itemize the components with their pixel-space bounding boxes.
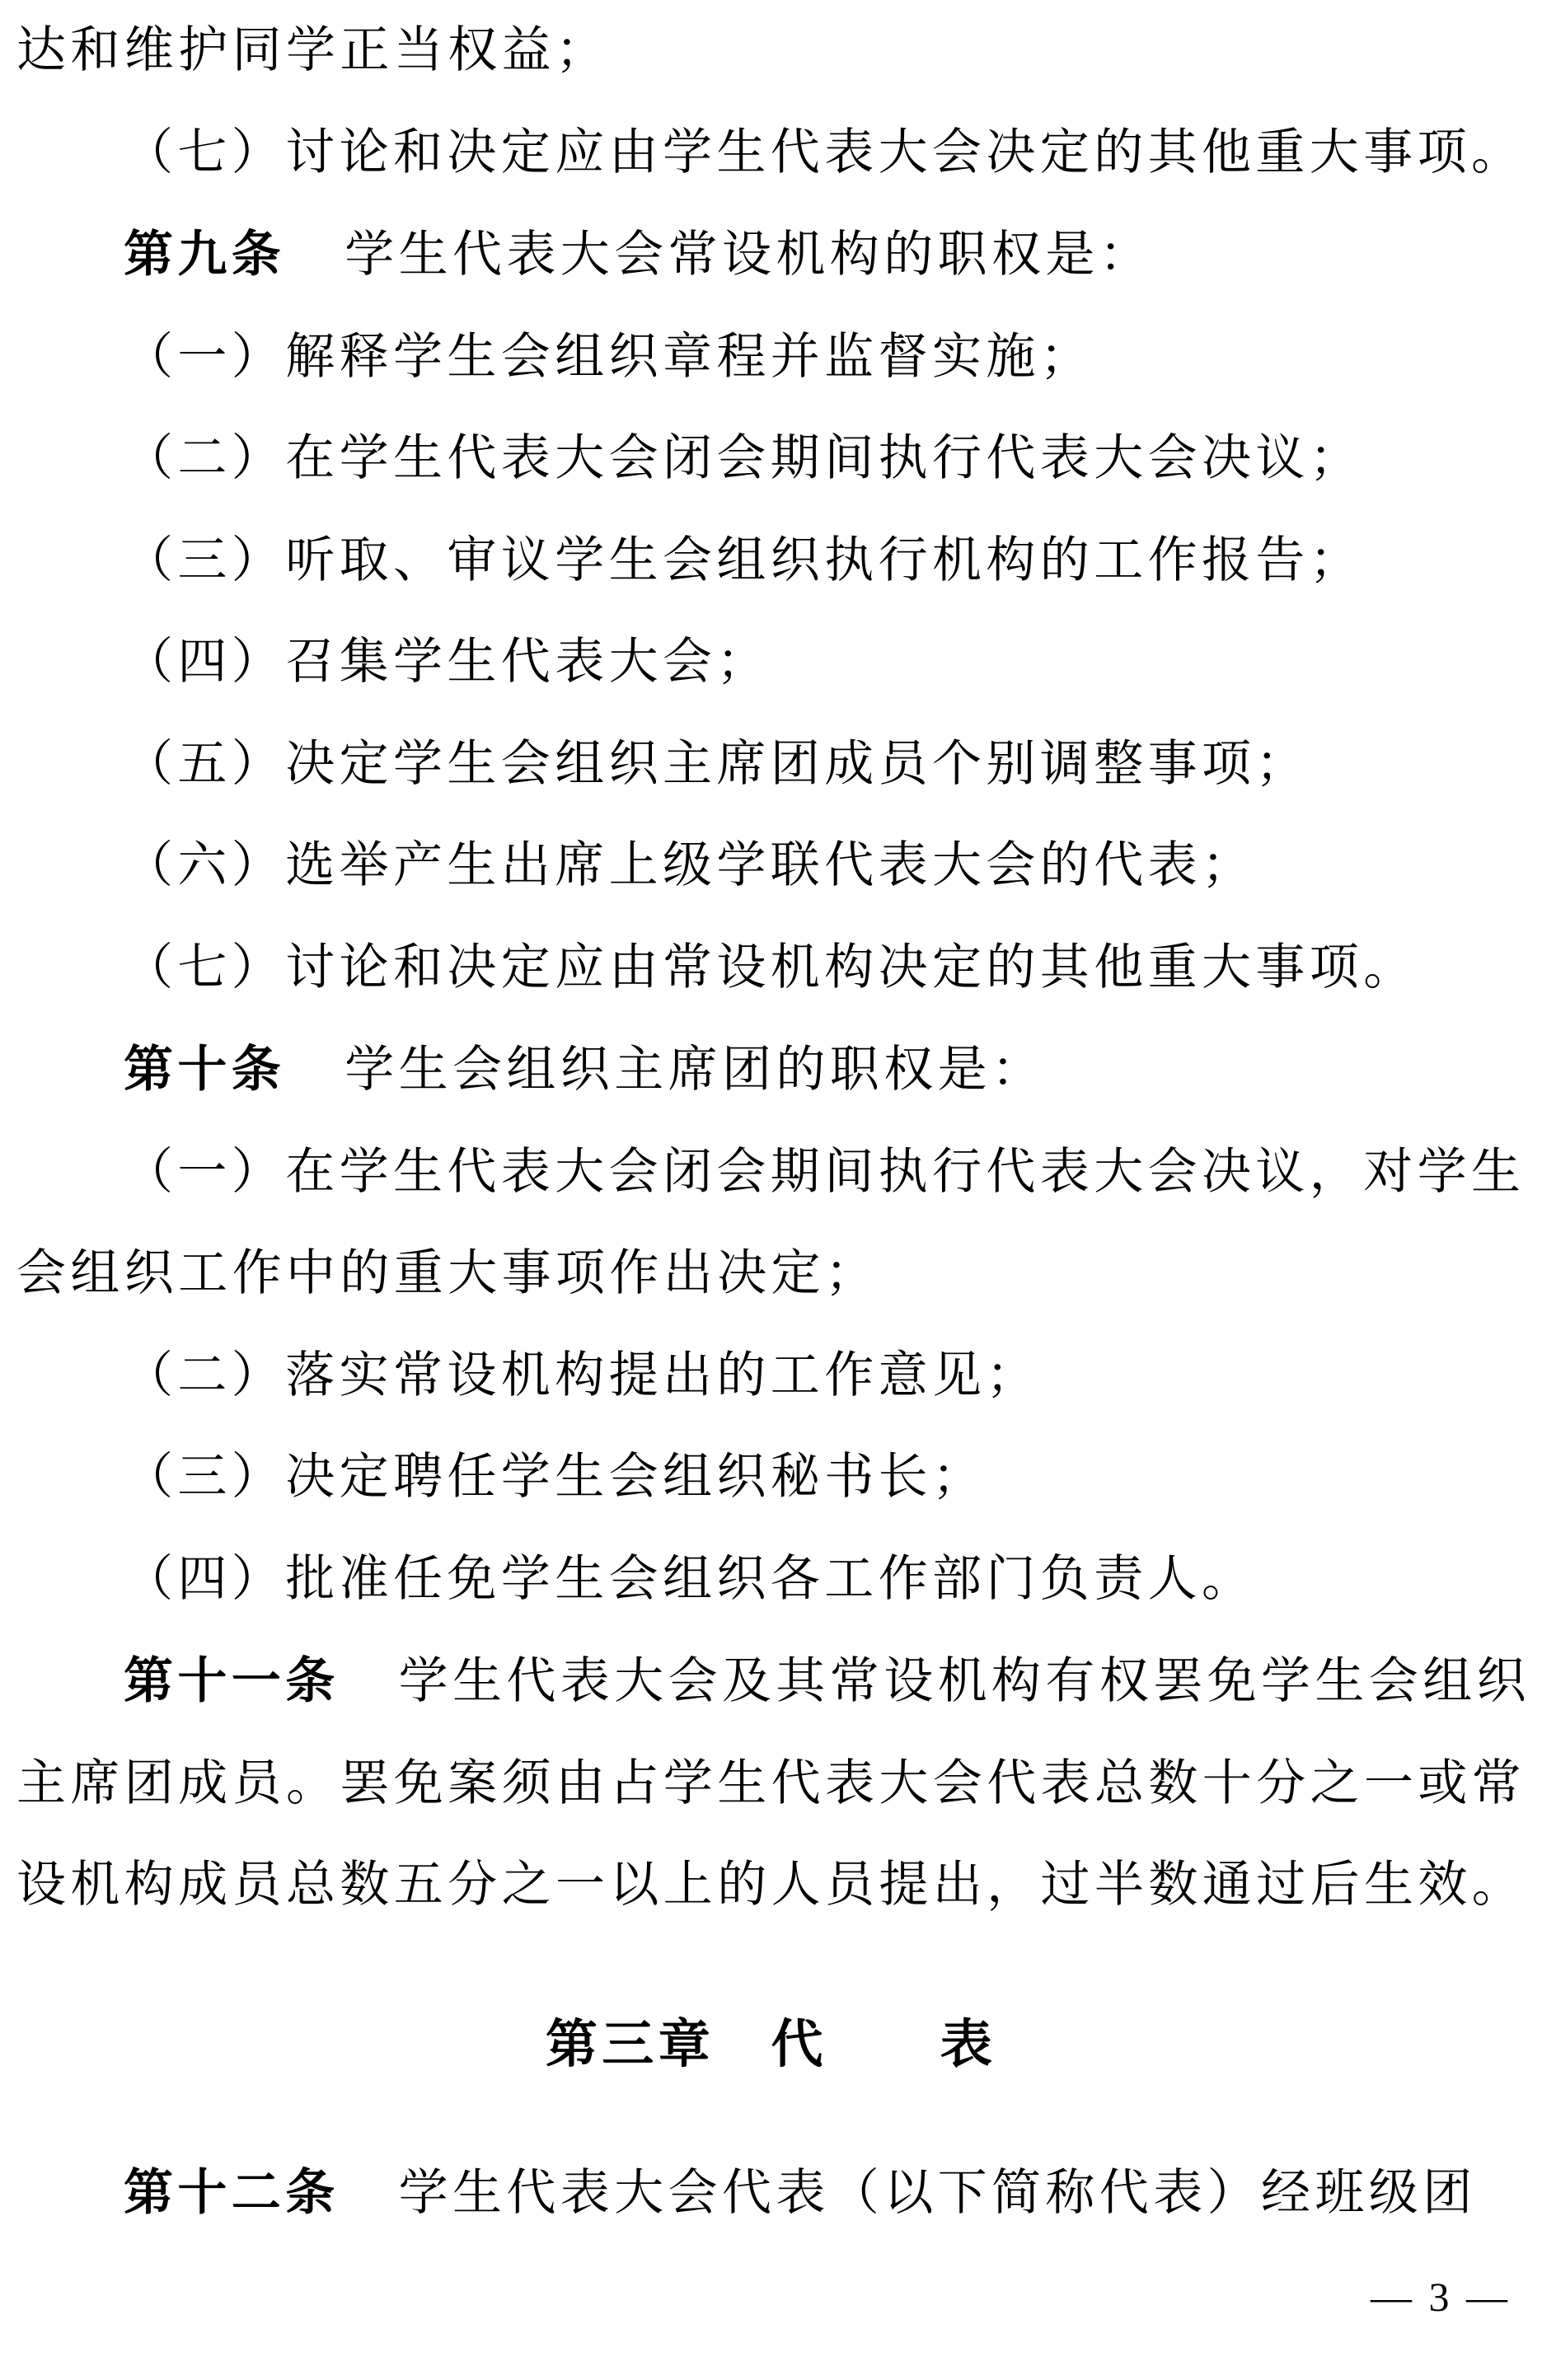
text-line: （二）落实常设机构提出的工作意见； [124, 1347, 1040, 1403]
text-line [16, 204, 1526, 307]
document-body [16, 0, 1531, 2245]
article-number: 第十一条 [124, 1653, 340, 1708]
article-number: 第十二条 [124, 2165, 340, 2220]
article-number: 第十条 [124, 1042, 286, 1097]
text-line: （一）在学生代表大会闭会期间执行代表大会决议，对学生 [124, 1144, 1526, 1199]
text-line: （一）解释学生会组织章程并监督实施； [124, 329, 1094, 384]
article-text: 学生代表大会常设机构的职权是： [344, 227, 1154, 282]
text-line: （二）在学生代表大会闭会期间执行代表大会决议； [124, 431, 1364, 485]
text-line: （五）决定学生会组织主席团成员个别调整事项； [124, 736, 1310, 791]
text-line: （三）决定聘任学生会组织秘书长； [124, 1450, 987, 1504]
chapter-heading: 第三章 代 表 [545, 2015, 997, 2073]
article-text: 学生会组织主席团的职权是： [344, 1042, 1046, 1097]
text-line: （四）批准任免学生会组织各工作部门负责人。 [124, 1551, 1256, 1606]
text-line: （七）讨论和决定应由常设机构决定的其他重大事项。 [124, 939, 1418, 995]
page-number: — 3 — [1371, 2274, 1511, 2320]
text-line [16, 1630, 1531, 1733]
text-line: 主席团成员。罢免案须由占学生代表大会代表总数十分之一或常 [16, 1755, 1526, 1811]
text-line: 会组织工作中的重大事项作出决定； [16, 1246, 879, 1300]
text-line [16, 2142, 1526, 2245]
article-text: 学生代表大会及其常设机构有权罢免学生会组织 [398, 1654, 1531, 1708]
text-line: （七）讨论和决定应由学生代表大会决定的其他重大事项。 [124, 124, 1526, 180]
article-number: 第九条 [124, 227, 286, 282]
text-line: （三）听取、审议学生会组织执行机构的工作报告； [124, 532, 1364, 588]
text-line: （六）选举产生出席上级学联代表大会的代表； [124, 838, 1256, 892]
text-line: 设机构成员总数五分之一以上的人员提出，过半数通过后生效。 [16, 1858, 1526, 1912]
text-line: 达和维护同学正当权益； [16, 23, 610, 77]
article-text: 学生代表大会代表（以下简称代表）经班级团 [398, 2166, 1477, 2220]
text-line: （四）召集学生代表大会； [124, 635, 771, 689]
text-line [16, 1019, 1526, 1122]
